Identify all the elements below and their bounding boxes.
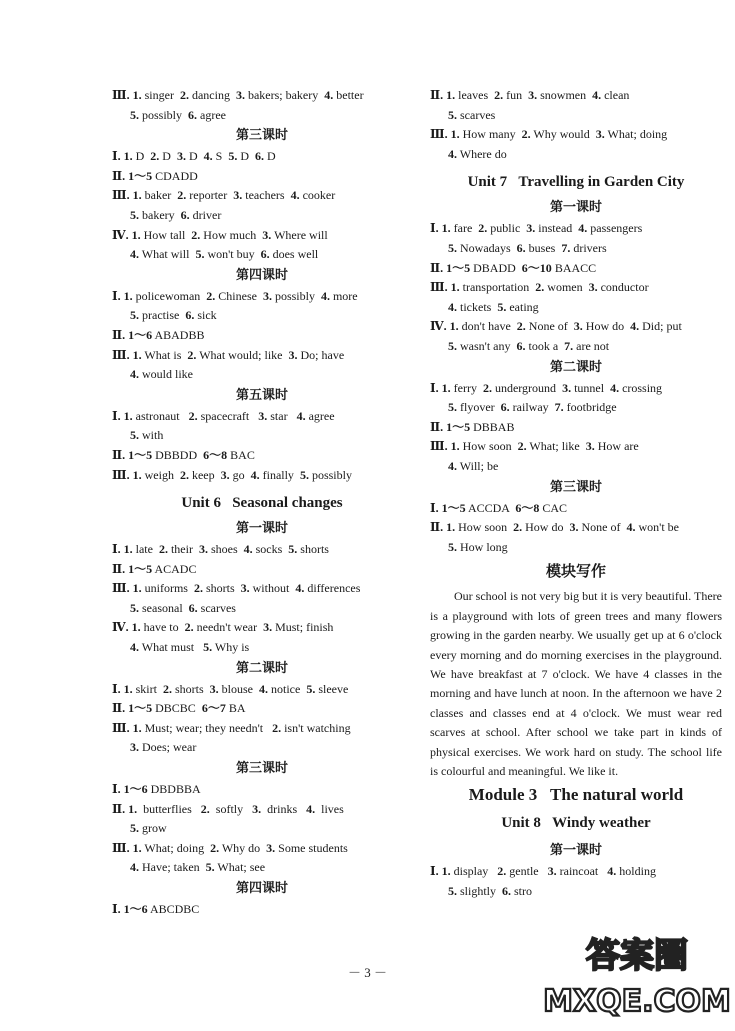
- answer-line: Ⅱ. 1～5 CDADD: [112, 168, 198, 183]
- answer-line-continued: 4. tickets 5. eating: [448, 299, 539, 314]
- essay-paragraph: Our school is not very big but it is very beautiful. There is a playground with lots of green trees and many flowers growing in the garden nearby. We usually get up at 6 o'clock every morning and do morning exercises in the playground. We have breakfast at 7 o'clock. We have 4 classes in the morning and have lunch at noon. In the afternoon we have 2 classes and classes end at 4 o'clock. We must wear red scarves at school. After school we take part in kinds of physical exercises. We work hard on study. The school life is colourful and meaningful. We like it.: [430, 589, 722, 778]
- answer-line-continued: 5. bakery 6. driver: [130, 207, 222, 222]
- answer-line-continued: 4. What must 5. Why is: [130, 640, 250, 655]
- lesson-heading: 第四课时: [235, 267, 288, 283]
- answer-line: Ⅲ. 1. singer 2. dancing 3. bakers; bakery 4. better: [112, 88, 364, 102]
- answer-line-continued: 4. would like: [130, 367, 193, 382]
- answer-line: Ⅰ. 1. skirt 2. shorts 3. blouse 4. notice 5. sleeve: [112, 681, 349, 696]
- answer-line-continued: 5. How long: [448, 539, 508, 554]
- answer-line: Ⅰ. 1～5 ACCDA 6～8 CAC: [430, 500, 568, 515]
- module-heading: Module 3 The natural world: [468, 785, 684, 805]
- answer-line-continued: 5. practise 6. sick: [130, 308, 217, 323]
- answer-line: Ⅲ. 1. baker 2. reporter 3. teachers 4. cooker: [112, 188, 336, 203]
- module-writing-heading: 模块写作: [545, 562, 606, 581]
- watermark-bottom: MXQE.COM: [543, 984, 731, 1019]
- lesson-heading: 第三课时: [235, 761, 288, 777]
- answer-line-continued: 5. seasonal 6. scarves: [130, 600, 236, 615]
- answer-line: Ⅰ. 1. astronaut 2. spacecraft 3. star 4. agree: [112, 408, 335, 423]
- lesson-heading: 第一课时: [235, 521, 288, 537]
- answer-line: Ⅲ. 1. How many 2. Why would 3. What; doing: [430, 127, 668, 142]
- answer-line-continued: 4. What will 5. won't buy 6. does well: [130, 247, 319, 262]
- answer-line-continued: 5. with: [130, 428, 164, 443]
- answer-line: Ⅰ. 1. late 2. their 3. shoes 4. socks 5. shorts: [112, 542, 329, 557]
- answer-line: Ⅲ. 1. How soon 2. What; like 3. How are: [430, 439, 639, 454]
- lesson-heading: 第三课时: [549, 479, 602, 495]
- right-column: [430, 86, 722, 902]
- answer-line: Ⅰ. 1. policewoman 2. Chinese 3. possibly 4. more: [112, 288, 358, 303]
- answer-line-continued: 5. grow: [130, 821, 167, 836]
- lesson-heading: 第一课时: [549, 200, 602, 216]
- answer-line: Ⅰ. 1～6 ABCDBC: [112, 902, 200, 916]
- answer-line-continued: 5. scarves: [448, 107, 496, 122]
- answer-line-continued: 5. wasn't any 6. took a 7. are not: [448, 338, 610, 353]
- answer-line: Ⅱ. 1～6 ABADBB: [112, 327, 205, 342]
- left-column: [112, 86, 412, 920]
- answer-line: Ⅲ. 1. weigh 2. keep 3. go 4. finally 5. possibly: [112, 467, 352, 482]
- lesson-heading: 第五课时: [235, 387, 288, 403]
- answer-line: Ⅳ. 1. have to 2. needn't wear 3. Must; finish: [112, 620, 334, 635]
- lesson-heading: 第二课时: [235, 660, 288, 676]
- watermark-top: 答案圈: [586, 936, 688, 976]
- answer-line: Ⅰ. 1. D 2. D 3. D 4. S 5. D 6. D: [112, 149, 276, 164]
- answer-line-continued: 3. Does; wear: [130, 740, 197, 755]
- answer-line: Ⅱ. 1～5 DBADD 6～10 BAACC: [430, 260, 597, 275]
- lesson-heading: 第四课时: [235, 881, 288, 896]
- answer-line: Ⅱ. 1～5 DBBAB: [430, 419, 515, 434]
- answer-line: Ⅲ. 1. Must; wear; they needn't 2. isn't watching: [112, 720, 351, 735]
- answer-line-continued: 5. possibly 6. agree: [130, 107, 226, 122]
- answer-line-continued: 4. Where do: [448, 146, 507, 161]
- answer-line-continued: 5. Nowadays 6. buses 7. drivers: [448, 240, 607, 255]
- answer-line: Ⅳ. 1. don't have 2. None of 3. How do 4. Did; put: [430, 319, 682, 334]
- answer-line-continued: 4. Have; taken 5. What; see: [130, 860, 266, 875]
- answer-line: Ⅱ. 1. How soon 2. How do 3. None of 4. won't be: [430, 520, 679, 535]
- answer-line: Ⅰ. 1. ferry 2. underground 3. tunnel 4. crossing: [430, 380, 663, 395]
- answer-line: Ⅱ. 1. leaves 2. fun 3. snowmen 4. clean: [430, 88, 630, 102]
- answer-line-continued: 5. slightly 6. stro: [448, 883, 533, 898]
- answer-line: Ⅱ. 1～5 DBCBC 6～7 BA: [112, 701, 246, 716]
- answer-line: Ⅱ. 1. butterflies 2. softly 3. drinks 4. lives: [112, 801, 344, 816]
- answer-line: Ⅱ. 1～5 ACADC: [112, 561, 197, 576]
- answer-line: Ⅲ. 1. What is 2. What would; like 3. Do; have: [112, 347, 345, 362]
- answer-line: Ⅳ. 1. How tall 2. How much 3. Where will: [112, 227, 328, 242]
- unit-heading: Unit 7 Travelling in Garden City: [467, 174, 685, 191]
- lesson-heading: 第三课时: [235, 128, 288, 144]
- answer-line: Ⅰ. 1. display 2. gentle 3. raincoat 4. holding: [430, 864, 656, 879]
- lesson-heading: 第二课时: [549, 359, 602, 375]
- page-number: － 3 －: [347, 965, 387, 980]
- answer-line-continued: 4. Will; be: [448, 458, 499, 473]
- answer-line: Ⅲ. 1. What; doing 2. Why do 3. Some students: [112, 840, 348, 855]
- answer-line: Ⅰ. 1～6 DBDBBA: [112, 782, 201, 797]
- unit-heading: Unit 6 Seasonal changes: [181, 495, 343, 512]
- answer-line: Ⅰ. 1. fare 2. public 3. instead 4. passengers: [430, 221, 643, 236]
- answer-line-continued: 5. flyover 6. railway 7. footbridge: [448, 400, 617, 415]
- watermark-logo: [543, 931, 731, 1019]
- answer-line: Ⅲ. 1. uniforms 2. shorts 3. without 4. differences: [112, 581, 361, 596]
- lesson-heading: 第一课时: [549, 843, 602, 859]
- answer-line: Ⅲ. 1. transportation 2. women 3. conductor: [430, 280, 649, 295]
- answer-line: Ⅱ. 1～5 DBBDD 6～8 BAC: [112, 447, 255, 462]
- unit-heading: Unit 8 Windy weather: [501, 815, 651, 832]
